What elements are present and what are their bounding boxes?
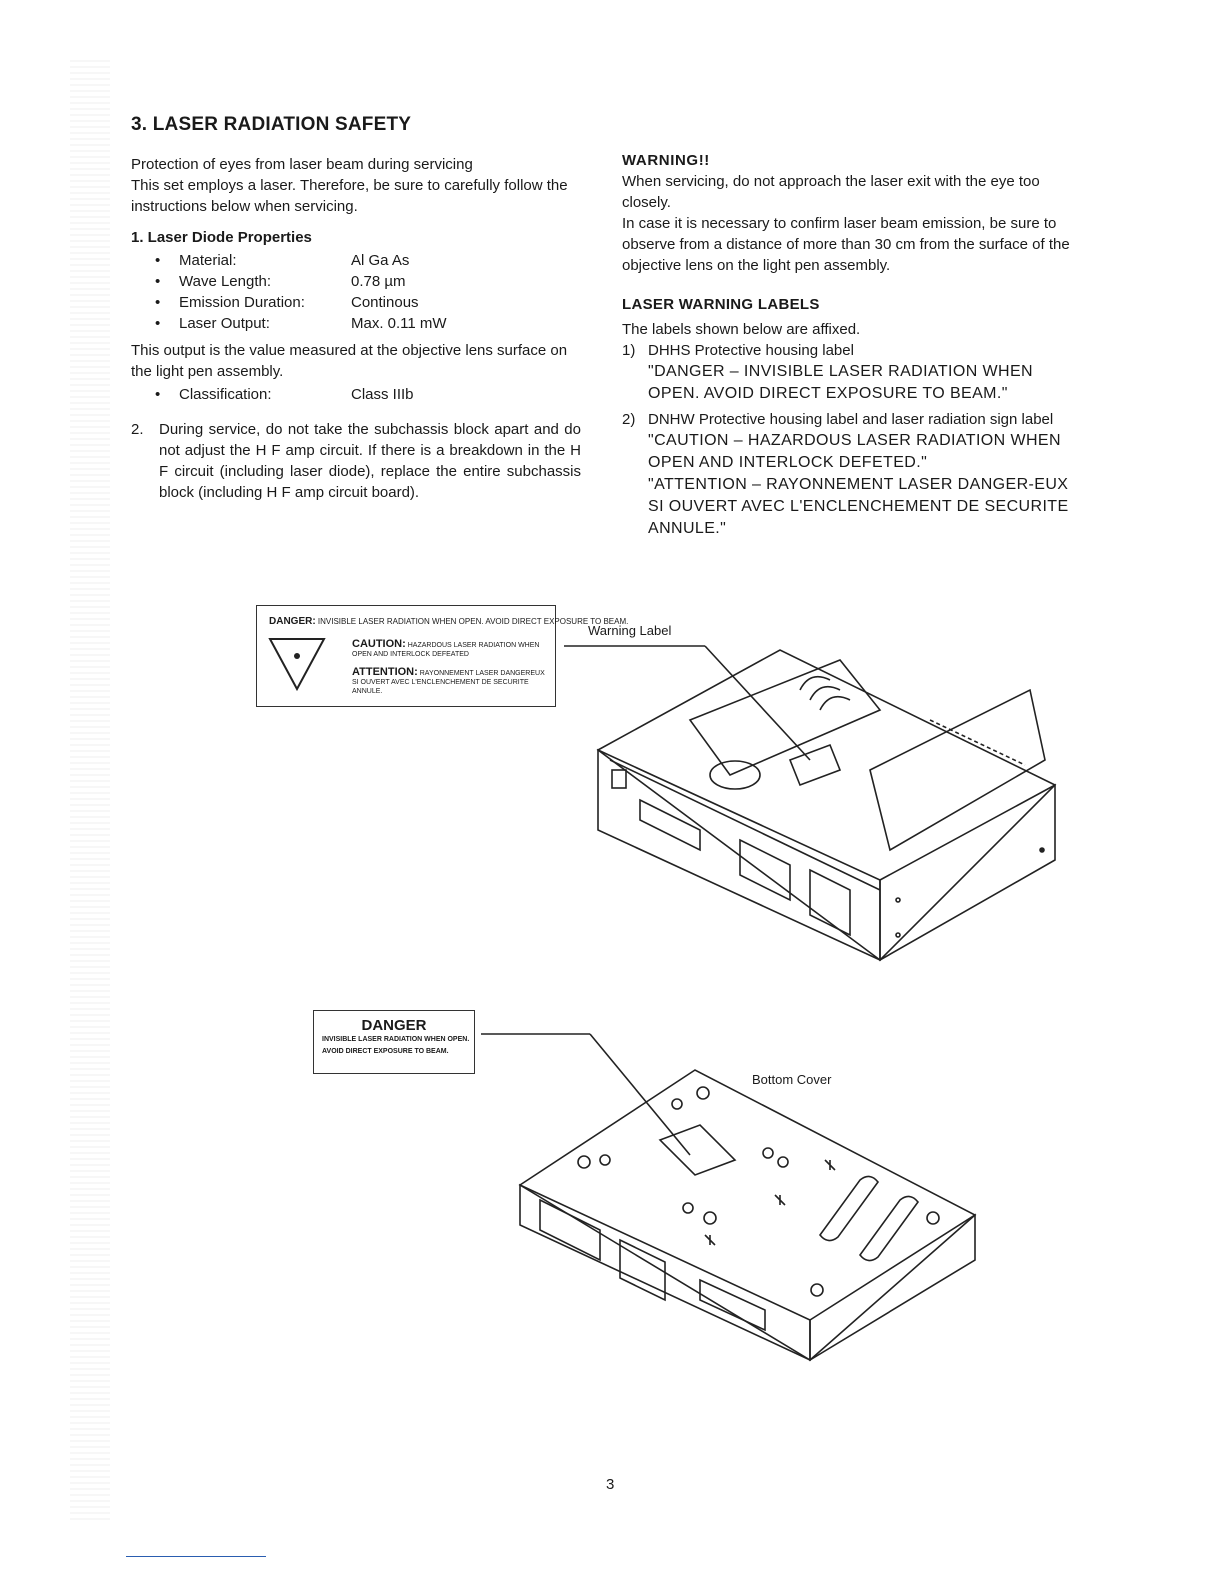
bottom-cover-callout: Bottom Cover xyxy=(752,1072,832,1087)
sticker-attention-text: RAYONNEMENT LASER DANGEREUX SI OUVERT AVEC L'ENCLENCHEMENT DE SECURITE ANNULE. xyxy=(352,670,545,695)
sticker-caution-text: HAZARDOUS LASER RADIATION WHEN OPEN AND INTERLOCK DEFEATED xyxy=(352,642,540,658)
label-item-name: DHHS Protective housing label xyxy=(648,342,854,359)
danger-sticker-title: DANGER xyxy=(361,1017,427,1034)
classification-value: Class IIIb xyxy=(351,386,414,403)
label-quote: "DANGER – INVISIBLE LASER RADIATION WHEN OPEN. AVOID DIRECT EXPOSURE TO BEAM." xyxy=(648,363,1034,402)
footer-rule xyxy=(126,1556,266,1557)
property-label: • Emission Duration: xyxy=(179,294,305,311)
service-note-text: During service, do not take the subchassis block apart and do not adjust the H F amp circuit. If there is a breakdown in the H F circuit (including laser diode), replace the entire subchassis block (including H F amp circuit board). xyxy=(159,421,581,501)
page-number: 3 xyxy=(606,1476,615,1493)
label-item-number: 2) xyxy=(622,411,636,428)
property-label: • Material: xyxy=(179,252,237,269)
labels-intro: The labels shown below are affixed. xyxy=(622,321,861,338)
warning-paragraph: In case it is necessary to confirm laser beam emission, be sure to observe from a distance of more than 30 cm from the surface of the objective lens on the light pen assembly. xyxy=(622,215,1070,274)
warning-title: WARNING!! xyxy=(622,152,710,169)
property-label: • Wave Length: xyxy=(179,273,271,290)
section-title: 3. LASER RADIATION SAFETY xyxy=(131,114,412,135)
property-value: 0.78 µm xyxy=(351,273,406,290)
sticker-danger-text: INVISIBLE LASER RADIATION WHEN OPEN. AVOID DIRECT EXPOSURE TO BEAM. xyxy=(317,617,629,626)
label-item-name: DNHW Protective housing label and laser radiation sign label xyxy=(648,411,1054,428)
sticker-danger-word: DANGER: xyxy=(269,616,316,627)
intro-line: Protection of eyes from laser beam during servicing xyxy=(131,156,473,173)
classification-label: • Classification: xyxy=(179,386,272,403)
warning-paragraph: When servicing, do not approach the laser exit with the eye too closely. xyxy=(622,173,1040,211)
property-label: • Laser Output: xyxy=(179,315,270,332)
labels-title: LASER WARNING LABELS xyxy=(622,296,820,313)
property-value: Al Ga As xyxy=(351,252,410,269)
intro-paragraph: This set employs a laser. Therefore, be sure to carefully follow the instructions below when servicing. xyxy=(131,177,568,215)
label-item-number: 1) xyxy=(622,342,636,359)
property-value: Continous xyxy=(351,294,419,311)
sticker-caution-word: CAUTION: xyxy=(352,638,406,650)
property-value: Max. 0.11 mW xyxy=(351,315,447,332)
service-note-number: 2. xyxy=(131,421,144,438)
danger-sticker-line: AVOID DIRECT EXPOSURE TO BEAM. xyxy=(322,1048,449,1055)
label-quote: "ATTENTION – RAYONNEMENT LASER DANGER-EUX SI OUVERT AVEC L'ENCLENCHEMENT DE SECURITE ANNULE." xyxy=(648,476,1069,537)
laser-diode-heading: 1. Laser Diode Properties xyxy=(131,229,312,246)
warning-label-callout: Warning Label xyxy=(588,623,672,638)
sticker-attention-word: ATTENTION: xyxy=(352,666,418,678)
danger-sticker-line: INVISIBLE LASER RADIATION WHEN OPEN. xyxy=(322,1036,470,1043)
output-note: This output is the value measured at the objective lens surface on the light pen assembly. xyxy=(131,342,568,380)
label-quote: "CAUTION – HAZARDOUS LASER RADIATION WHEN OPEN AND INTERLOCK DEFETED." xyxy=(648,432,1061,471)
